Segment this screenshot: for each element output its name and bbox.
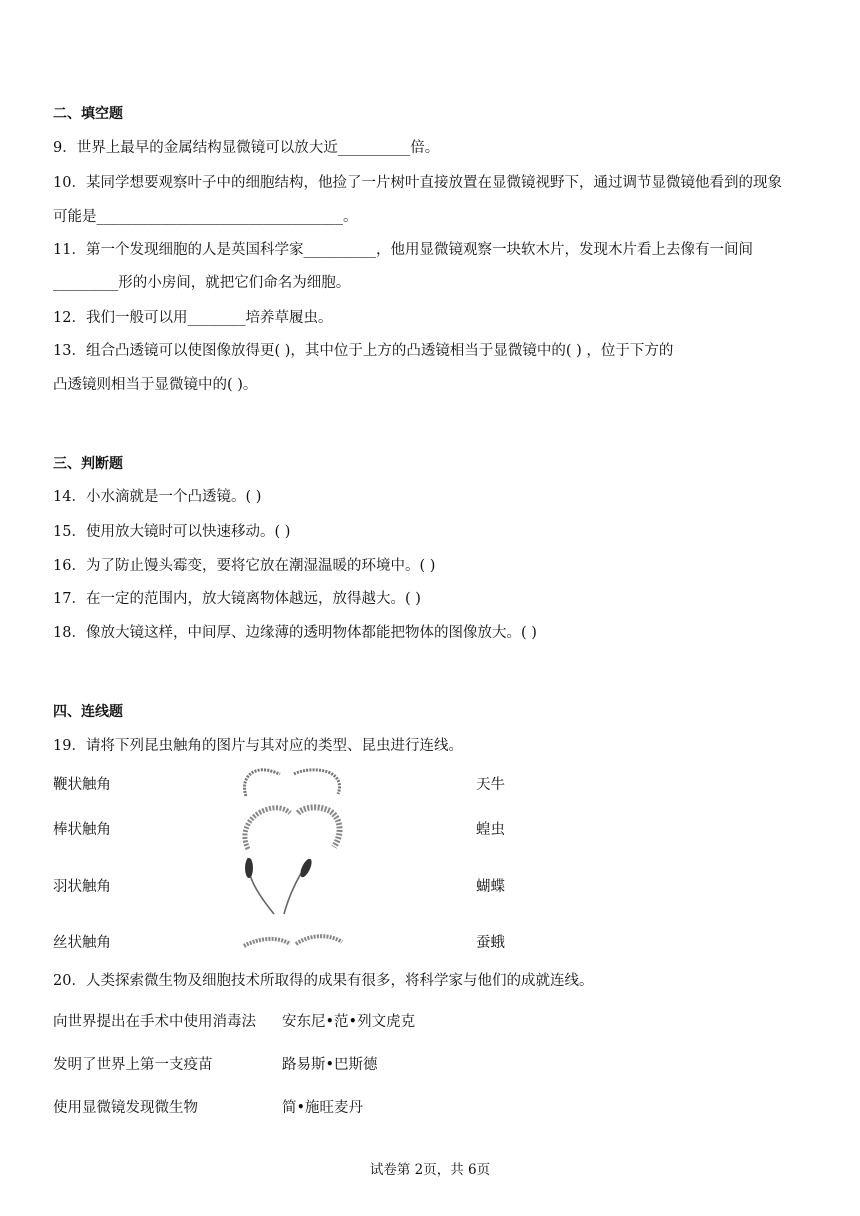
question-16: 16．为了防止馒头霉变，要将它放在潮湿温暖的环境中。( )	[53, 558, 436, 574]
section-heading-fill: 二、填空题	[53, 106, 123, 122]
scientist-leeuwenhoek: 安东尼•范•列文虎克	[282, 1014, 416, 1030]
question-11-line1: 11．第一个发现细胞的人是英国科学家__________，他用显微镜观察一块软木片，发现木片看上去像有一间间	[53, 242, 753, 258]
insect-locust: 蝗虫	[476, 822, 505, 838]
question-10-line2: 可能是__________________________________。	[53, 209, 358, 225]
antenna-type-thread: 丝状触角	[53, 935, 111, 951]
question-20: 20．人类探索微生物及细胞技术所取得的成果有很多，将科学家与他们的成就连线。	[53, 973, 594, 989]
question-9: 9．世界上最早的金属结构显微镜可以放大近__________倍。	[53, 140, 440, 156]
antenna-type-club: 棒状触角	[53, 822, 111, 838]
question-11-line2: _________形的小房间，就把它们命名为细胞。	[53, 275, 351, 291]
whip-antenna-image	[238, 766, 348, 800]
question-14: 14．小水滴就是一个凸透镜。( )	[53, 489, 262, 505]
achievement-disinfection: 向世界提出在手术中使用消毒法	[53, 1014, 256, 1030]
question-13-line2: 凸透镜则相当于显微镜中的( )。	[53, 377, 258, 393]
section-heading-match: 四、连线题	[53, 704, 123, 720]
antenna-type-whip: 鞭状触角	[53, 777, 111, 793]
question-17: 17．在一定的范围内，放大镜离物体越远，放得越大。( )	[53, 591, 421, 607]
section-heading-judge: 三、判断题	[53, 456, 123, 472]
scientist-swammerdam: 简•施旺麦丹	[282, 1100, 364, 1116]
scientist-pasteur: 路易斯•巴斯德	[282, 1057, 378, 1073]
insect-silkmoth: 蚕蛾	[476, 935, 505, 951]
question-18: 18．像放大镜这样，中间厚、边缘薄的透明物体都能把物体的图像放大。( )	[53, 625, 537, 641]
achievement-vaccine: 发明了世界上第一支疫苗	[53, 1057, 213, 1073]
question-10-line1: 10．某同学想要观察叶子中的细胞结构，他捡了一片树叶直接放置在显微镜视野下，通过调节显微镜他看到的现象	[53, 175, 782, 191]
club-antenna-image	[238, 803, 348, 853]
question-19: 19．请将下列昆虫触角的图片与其对应的类型、昆虫进行连线。	[53, 738, 463, 754]
question-13-line1: 13．组合凸透镜可以使图像放得更( )，其中位于上方的凸透镜相当于显微镜中的( ) ，位于下方的	[53, 343, 674, 359]
insect-longhorn-beetle: 天牛	[476, 777, 505, 793]
insect-butterfly: 蝴蝶	[476, 879, 505, 895]
question-15: 15．使用放大镜时可以快速移动。( )	[53, 524, 291, 540]
page-footer: 试卷第 2页，共 6页	[369, 1162, 491, 1178]
achievement-microbes: 使用显微镜发现微生物	[53, 1100, 198, 1116]
antenna-type-feather: 羽状触角	[53, 879, 111, 895]
feather-antenna-image	[236, 854, 316, 918]
thread-antenna-image	[238, 928, 348, 952]
question-12: 12．我们一般可以用________培养草履虫。	[53, 310, 333, 326]
